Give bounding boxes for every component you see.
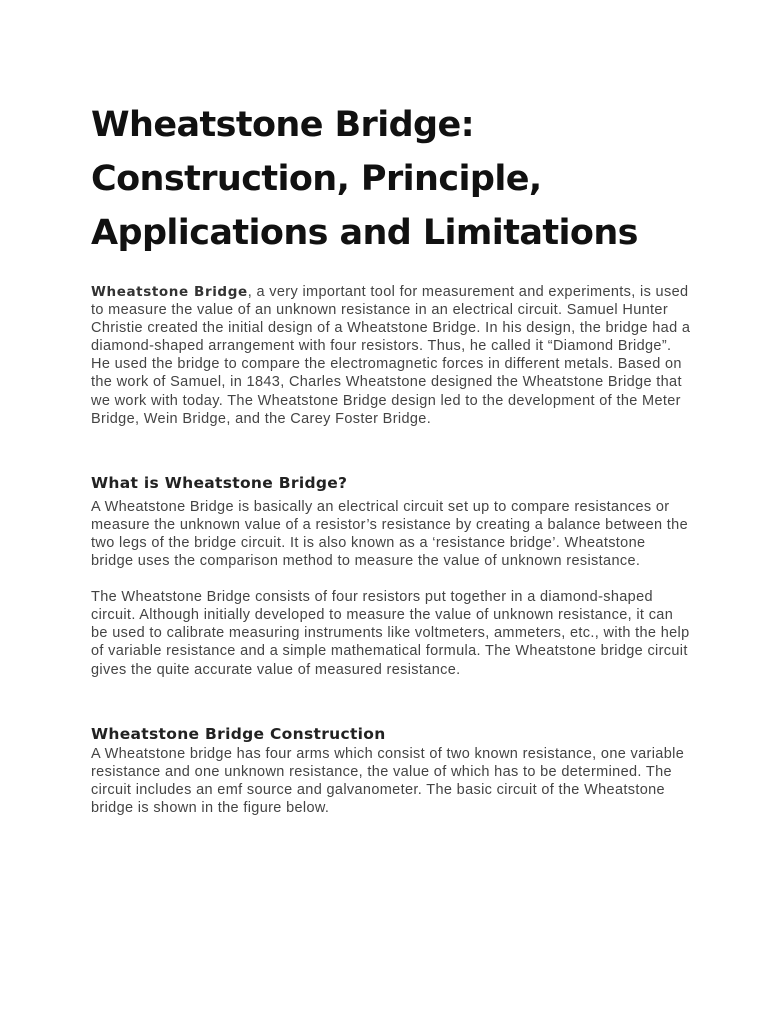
- intro-lead-term: Wheatstone Bridge: [91, 284, 248, 300]
- section-paragraph: A Wheatstone bridge has four arms which consist of two known resistance, one variable resistance and one unknown resistance, the value of which has to be determined. The circuit includes an emf source and galvanometer. The basic circuit of the Wheatstone bridge is shown in the figure below.: [91, 745, 685, 816]
- section-heading-what-is: What is Wheatstone Bridge?: [91, 473, 348, 492]
- section-paragraph: A Wheatstone Bridge is basically an electrical circuit set up to compare resistances or measure the unknown value of a resistor’s resistance by creating a balance between the two legs of the bridge circuit. It is also known as a ‘resistance bridge’. Wheatstone bridge uses the comparison method to measure the value of unknown resistance.: [91, 498, 689, 570]
- section-paragraph: The Wheatstone Bridge consists of four resistors put together in a diamond-shaped circuit. Although initially developed to measure the value of unknown resistance, it can be used to calibrate measuring instruments like voltmeters, ammeters, etc., with the help of variable resistance and a simple mathematical formula. The Wheatstone bridge circuit gives the quite accurate value of measured resistance.: [91, 589, 690, 678]
- intro-text: , a very important tool for measurement and experiments, is used to measure the value of an unknown resistance in an electrical circuit. Samuel Hunter Christie created the initial design of a Wheatstone Bridge. In his design, the bridge had a diamond-shaped arrangement with four resistors. Thus, he called it “Diamond Bridge”. He used the bridge to compare the electromagnetic forces in different metals. Based on the work of Samuel, in 1843, Charles Wheatstone designed the Wheatstone Bridge that we work with today. The Wheatstone Bridge design led to the development of the Meter Bridge, Wein Bridge, and the Carey Foster Bridge.: [91, 284, 691, 427]
- document-page: [91, 98, 691, 817]
- document-title: Wheatstone Bridge: Construction, Principle, Applications and Limitations: [91, 105, 638, 253]
- section-heading-construction: Wheatstone Bridge Construction: [91, 724, 386, 743]
- intro-paragraph: [91, 283, 691, 428]
